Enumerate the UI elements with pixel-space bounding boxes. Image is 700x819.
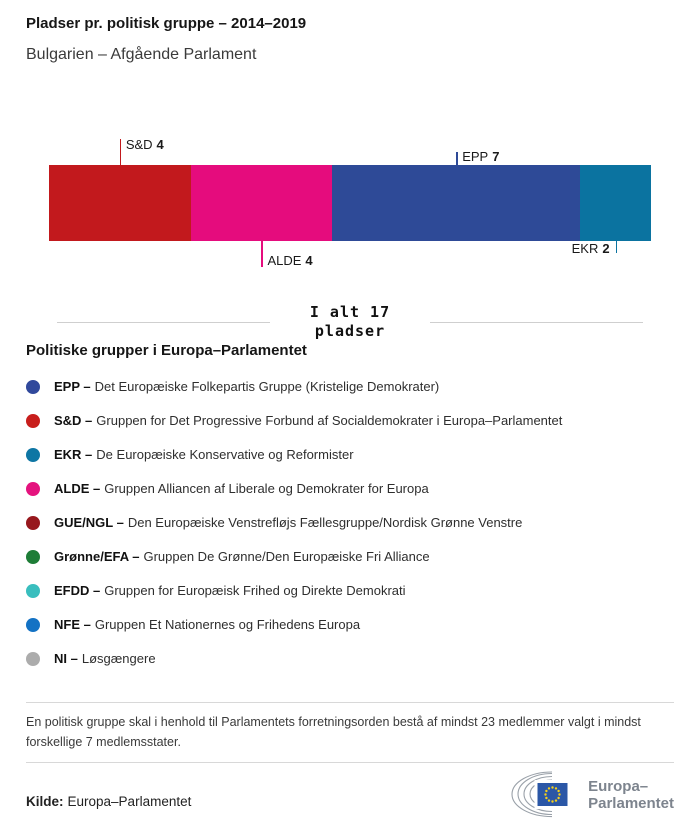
legend-item-ni xyxy=(26,642,674,676)
segment-group-label: S&D xyxy=(125,137,153,152)
legend-item-efdd xyxy=(26,574,674,608)
segment-seat-count: 7 xyxy=(492,149,500,164)
source-line xyxy=(26,794,191,809)
segment-seat-count: 2 xyxy=(602,241,610,256)
total-seats-line1: I alt 17 xyxy=(309,303,391,321)
footnote-divider-bottom xyxy=(26,762,674,763)
total-seats-label xyxy=(270,303,430,341)
seat-bar-chart xyxy=(49,137,651,268)
source-value: Europa–Parlamentet xyxy=(67,794,192,809)
bar-segment-ekr xyxy=(571,165,651,256)
bar-segment-alde xyxy=(191,165,333,268)
legend-item-text: ALDE – Gruppen Alliancen af Liberale og Demokrater for Europa xyxy=(54,481,429,496)
legend-item-text: GUE/NGL – Den Europæiske Venstrefløjs Fællesgruppe/Nordisk Grønne Venstre xyxy=(54,515,523,530)
source-label: Kilde: xyxy=(26,794,64,809)
parliament-hemicycle-icon xyxy=(507,771,579,819)
legend-item-text: Grønne/EFA – Gruppen De Grønne/Den Europæiske Fri Alliance xyxy=(54,549,430,564)
segment-group-label: EPP xyxy=(462,149,489,164)
bar-segment-label xyxy=(462,150,499,164)
legend-item-text: S&D – Gruppen for Det Progressive Forbund af Socialdemokrater i Europa–Parlamentet xyxy=(54,413,563,428)
bar-segment-sd xyxy=(49,137,191,241)
legend-heading: Politiske grupper i Europa–Parlamentet xyxy=(26,342,307,359)
total-rule-right xyxy=(430,322,643,323)
segment-seat-count: 4 xyxy=(156,137,164,152)
guengl-color-dot xyxy=(26,516,40,530)
legend-item-text: NI – Løsgængere xyxy=(54,651,156,666)
bar-segment-label xyxy=(126,138,164,152)
segment-seat-count: 4 xyxy=(305,253,313,268)
footnote-text: En politisk gruppe skal i henhold til Parlamentets forretningsorden bestå af mindst 23 medlemmer valgt i mindst forskellige 7 medlemsstater. xyxy=(26,715,641,749)
alde-color-dot xyxy=(26,482,40,496)
bar-segment-label xyxy=(267,254,312,268)
sd-color-dot xyxy=(26,414,40,428)
segment-group-label: ALDE xyxy=(267,253,302,268)
page-subtitle: Bulgarien – Afgående Parlament xyxy=(26,46,257,63)
eu-flag xyxy=(536,782,569,808)
legend-item-sd xyxy=(26,404,674,438)
ni-color-dot xyxy=(26,652,40,666)
legend-item-text: NFE – Gruppen Et Nationernes og Frihedens Europa xyxy=(54,617,361,632)
logo-wordmark xyxy=(588,778,674,812)
segment-tick xyxy=(120,139,122,165)
legend-item-alde xyxy=(26,472,674,506)
total-rule-left xyxy=(57,322,270,323)
legend-list xyxy=(26,370,674,676)
stacked-bar xyxy=(49,137,651,268)
footer xyxy=(26,771,674,819)
legend-item-greens-efa xyxy=(26,540,674,574)
segment-tick xyxy=(616,241,618,253)
legend-item-ekr xyxy=(26,438,674,472)
page-title: Pladser pr. politisk gruppe – 2014–2019 xyxy=(26,15,307,32)
logo-wordmark-line1: Europa– xyxy=(588,778,649,795)
segment-tick xyxy=(261,241,263,267)
bar-segment-epp xyxy=(332,149,580,241)
legend-item-nfe xyxy=(26,608,674,642)
ekr-color-dot xyxy=(26,448,40,462)
segment-tick xyxy=(456,152,458,165)
european-parliament-logo xyxy=(507,771,674,819)
nfe-color-dot xyxy=(26,618,40,632)
segment-group-label: EKR xyxy=(571,241,599,256)
legend-item-epp xyxy=(26,370,674,404)
legend-item-guengl xyxy=(26,506,674,540)
total-seats-row xyxy=(57,303,643,341)
bar-segment-label xyxy=(572,242,610,256)
legend-item-text: EFDD – Gruppen for Europæisk Frihed og Direkte Demokrati xyxy=(54,583,406,598)
greens-efa-color-dot xyxy=(26,550,40,564)
total-seats-line2: pladser xyxy=(314,322,386,340)
logo-wordmark-line2: Parlamentet xyxy=(588,795,674,812)
efdd-color-dot xyxy=(26,584,40,598)
legend-item-text: EKR – De Europæiske Konservative og Reformister xyxy=(54,447,354,462)
epp-color-dot xyxy=(26,380,40,394)
legend-item-text: EPP – Det Europæiske Folkepartis Gruppe (Kristelige Demokrater) xyxy=(54,379,440,394)
